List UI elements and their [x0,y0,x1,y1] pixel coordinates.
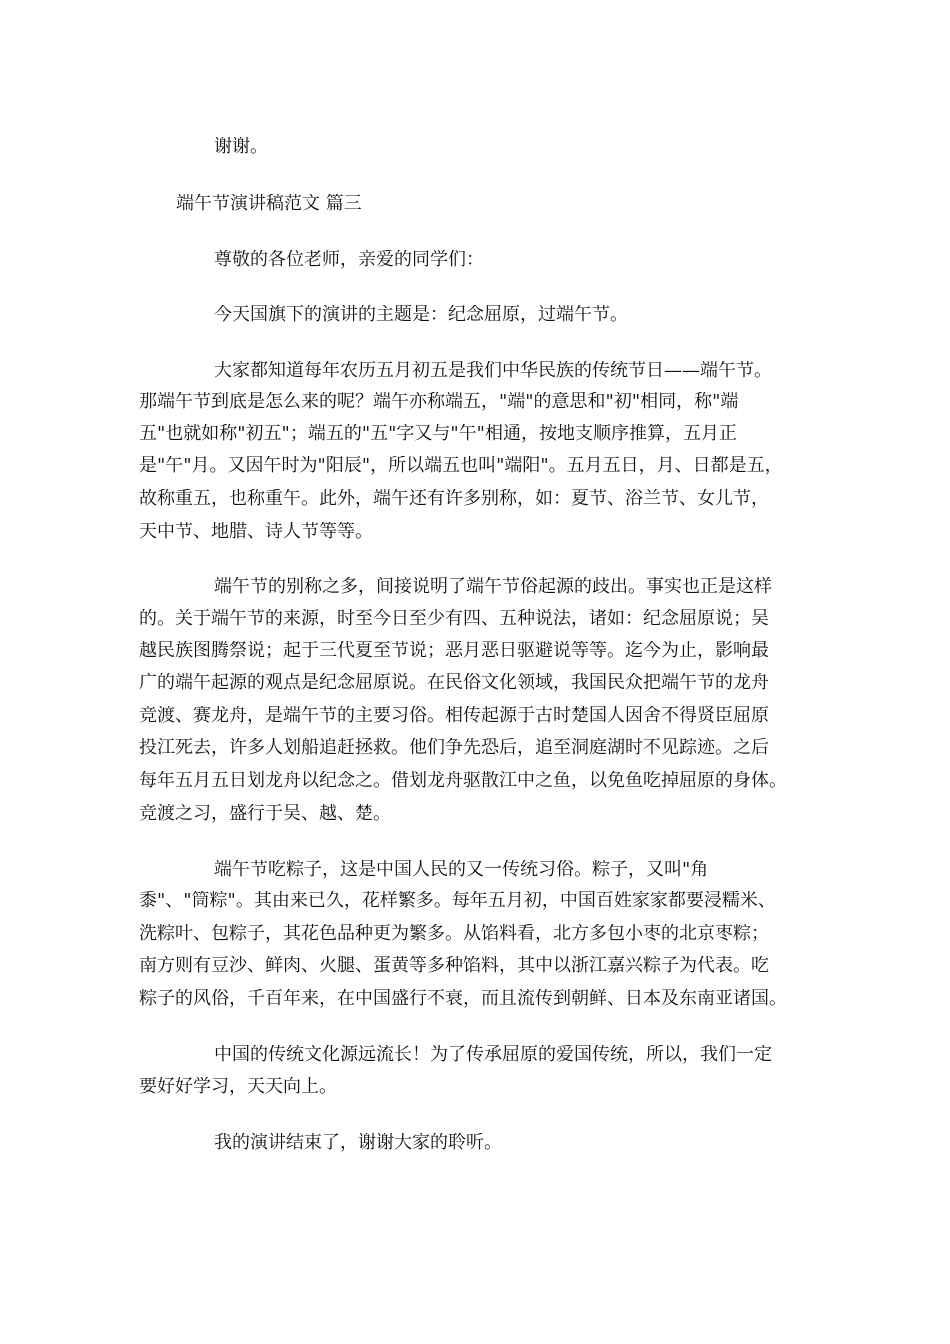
paragraph-line: 五"也就如称"初五"；端五的"五"字又与"午"相通，按地支顺序推算，五月正 [139,424,737,444]
paragraph-line: 中国的传统文化源远流长！为了传承屈原的爱国传统，所以，我们一定 [214,1045,772,1065]
paragraph-line: 竞渡之习，盛行于吴、越、楚。 [139,804,391,824]
paragraph-line: 广的端午起源的观点是纪念屈原说。在民俗文化领域，我国民众把端午节的龙舟 [139,673,769,693]
paragraph-line: 南方则有豆沙、鲜肉、火腿、蛋黄等多种馅料，其中以浙江嘉兴粽子为代表。吃 [139,956,769,976]
paragraph-line: 粽子的风俗，千百年来，在中国盛行不衰，而且流传到朝鲜、日本及东南亚诸国。 [139,989,787,1009]
paragraph-line: 是"午"月。又因午时为"阳辰"，所以端五也叫"端阳"。五月五日，月、日都是五， [139,456,783,476]
speech-topic: 今天国旗下的演讲的主题是：纪念屈原，过端午节。 [214,305,628,325]
paragraph-line: 黍"、"筒粽"。其由来已久，花样繁多。每年五月初，中国百姓家家都要浸糯米、 [139,891,776,911]
paragraph-line: 投江死去，许多人划船追赶拯救。他们争先恐后，追至洞庭湖时不见踪迹。之后 [139,738,769,758]
paragraph-line: 要好好学习，天天向上。 [139,1077,337,1097]
closing-remark: 我的演讲结束了，谢谢大家的聆听。 [214,1133,502,1153]
paragraph-line: 每年五月五日划龙舟以纪念之。借划龙舟驱散江中之鱼，以免鱼吃掉屈原的身体。 [139,771,787,791]
section-heading: 端午节演讲稿范文 篇三 [176,194,362,214]
closing-thanks: 谢谢。 [214,137,268,157]
salutation: 尊敬的各位老师，亲爱的同学们： [214,250,484,270]
paragraph-line: 端午节吃粽子，这是中国人民的又一传统习俗。粽子，又叫"角 [214,860,709,880]
paragraph-line: 端午节的别称之多，间接说明了端午节俗起源的歧出。事实也正是这样 [214,577,772,597]
paragraph-line: 天中节、地腊、诗人节等等。 [139,522,373,542]
paragraph-line: 大家都知道每年农历五月初五是我们中华民族的传统节日——端午节。 [214,361,772,381]
paragraph-line: 的。关于端午节的来源，时至今日至少有四、五种说法，诸如：纪念屈原说；吴 [139,609,769,629]
paragraph-line: 竞渡、赛龙舟，是端午节的主要习俗。相传起源于古时楚国人因舍不得贤臣屈原 [139,706,769,726]
paragraph-line: 越民族图腾祭说；起于三代夏至节说；恶月恶日驱避说等等。迄今为止，影响最 [139,641,769,661]
paragraph-line: 那端午节到底是怎么来的呢？端午亦称端五，"端"的意思和"初"相同，称"端 [139,392,739,412]
paragraph-line: 洗粽叶、包粽子，其花色品种更为繁多。从馅料看，北方多包小枣的北京枣粽； [139,924,769,944]
paragraph-line: 故称重五，也称重午。此外，端午还有许多别称，如：夏节、浴兰节、女儿节， [139,489,769,509]
